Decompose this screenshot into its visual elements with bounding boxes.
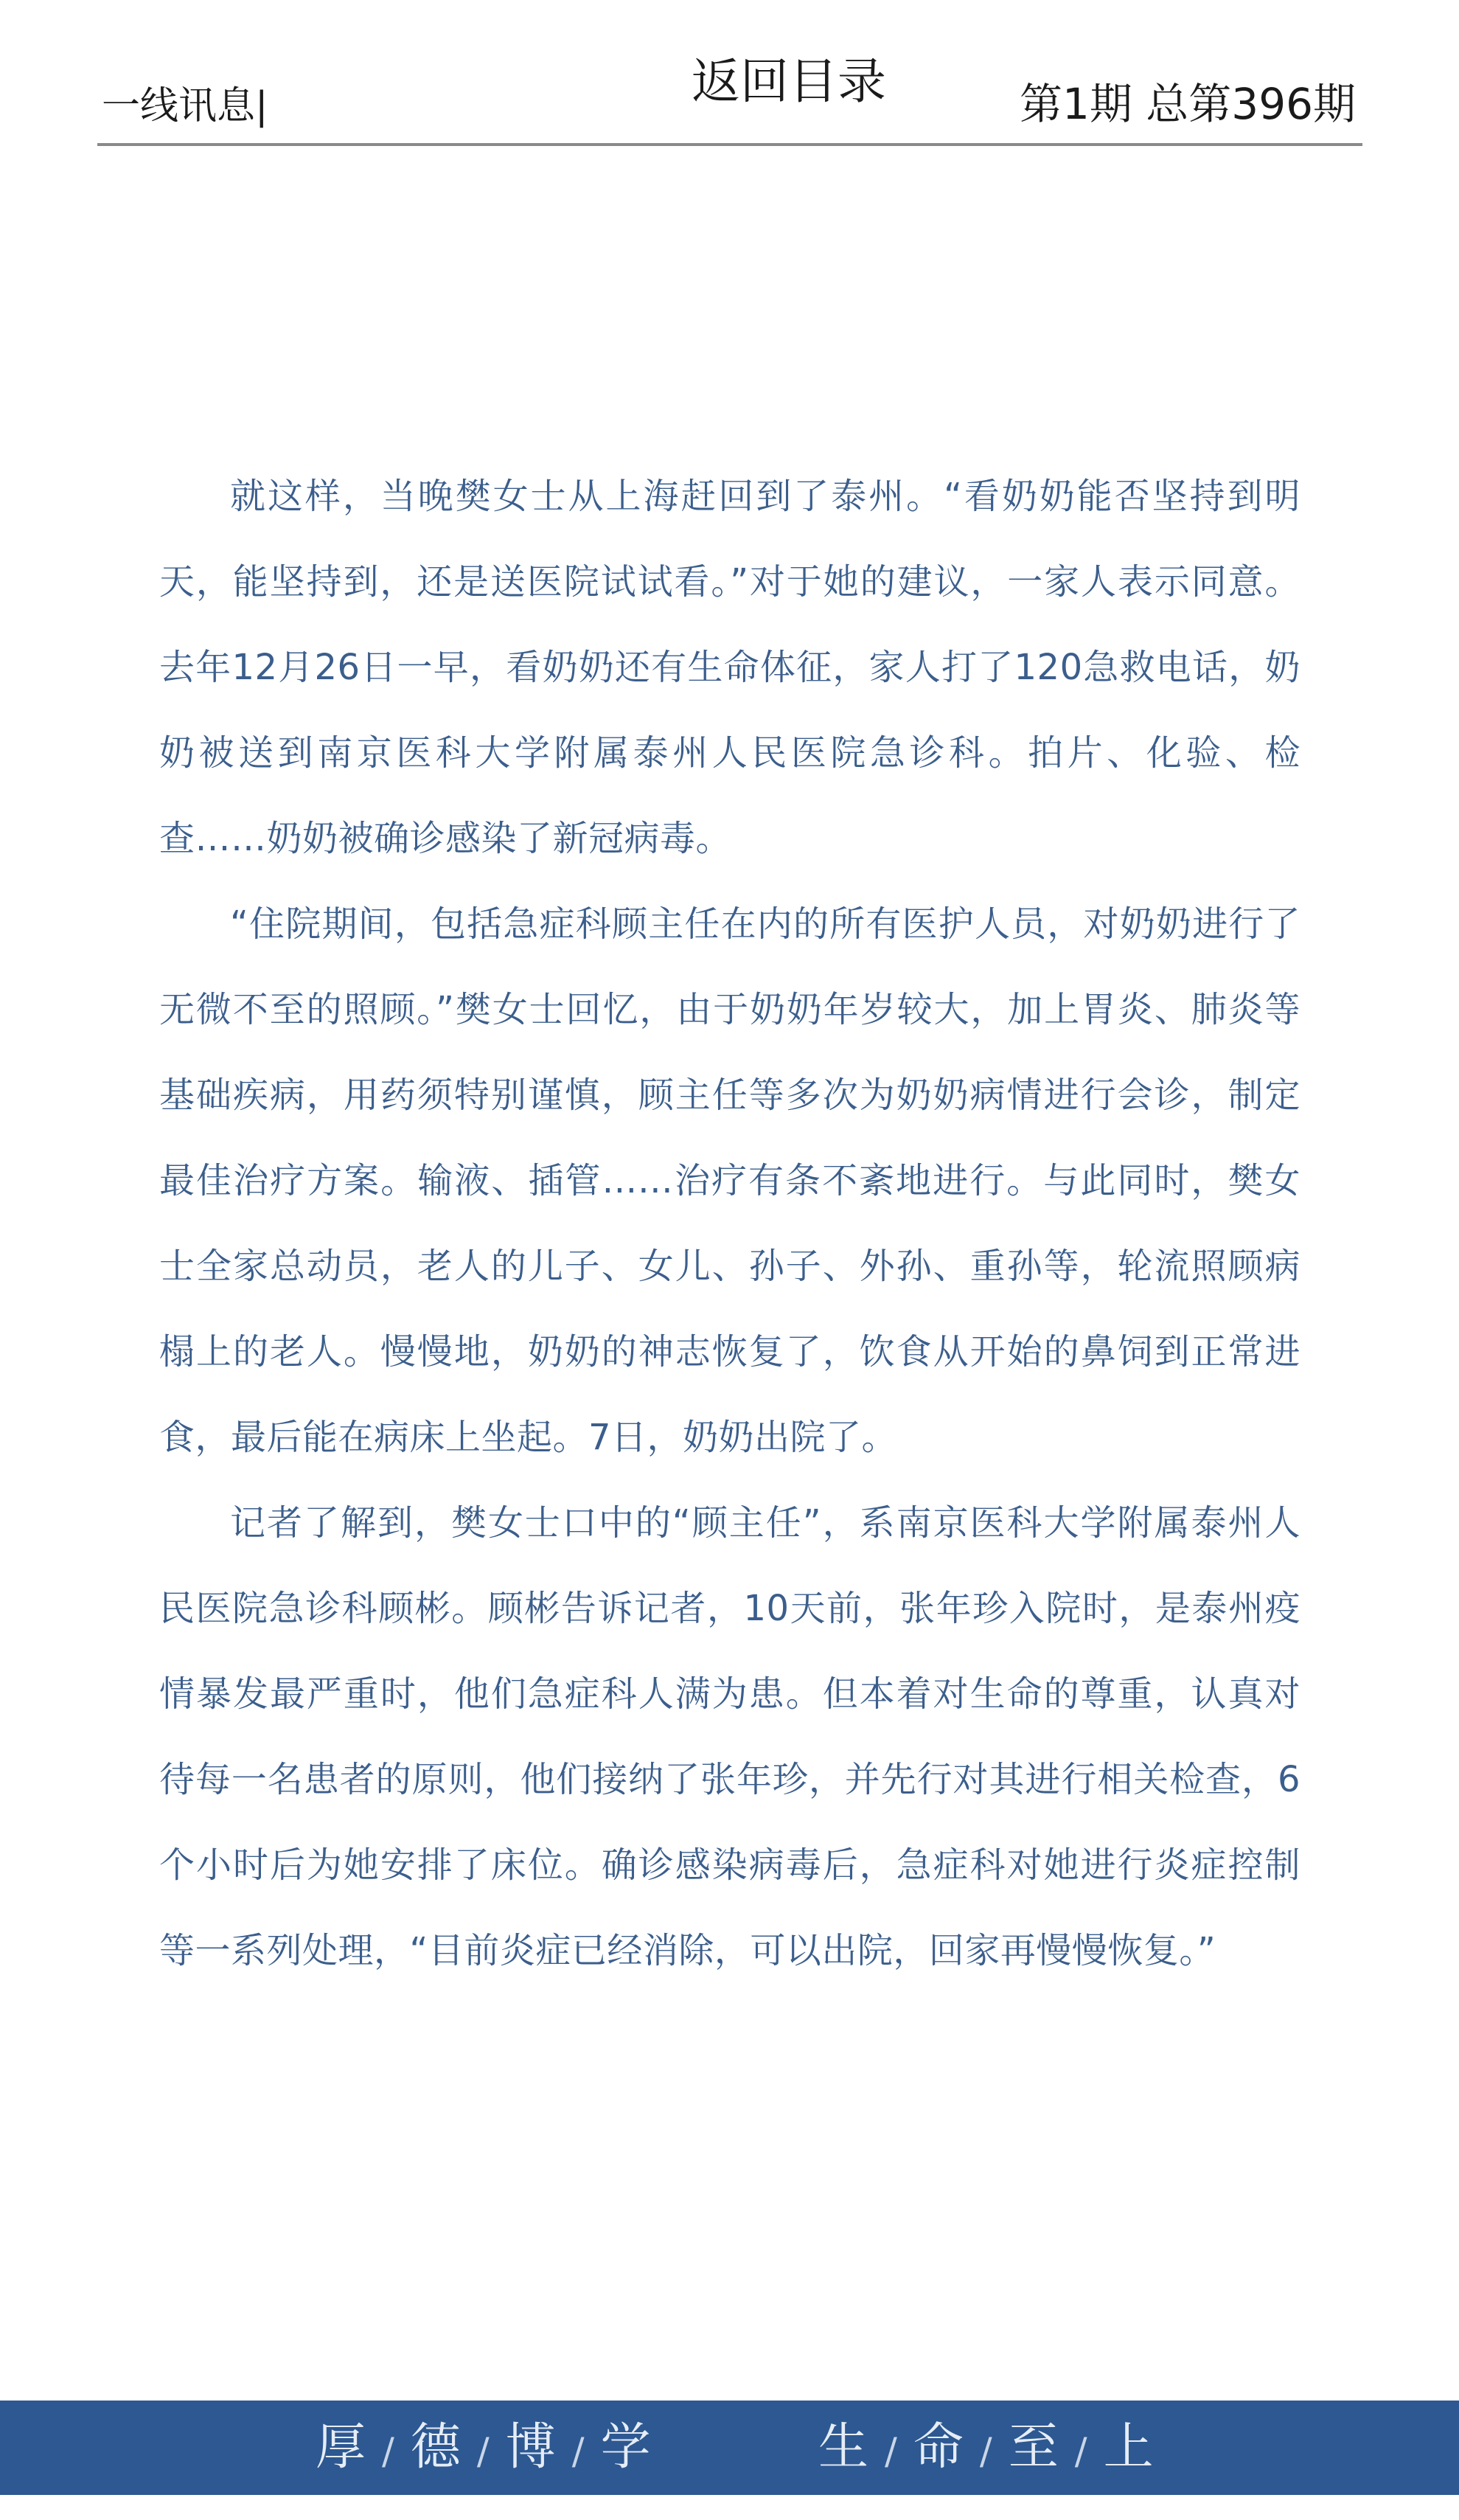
issue-number: 第1期 总第396期 (1019, 79, 1356, 129)
motto-left (316, 2401, 651, 2495)
motto-char: 命 (913, 2418, 964, 2476)
motto-char: 厚 (316, 2418, 366, 2476)
section-label: 一线讯息| (102, 84, 268, 128)
back-to-contents-link[interactable]: 返回目录 (692, 53, 886, 110)
motto-separator: / (571, 2430, 585, 2473)
article-paragraph: “住院期间，包括急症科顾主任在内的所有医护人员，对奶奶进行了无微不至的照顾。”樊女士回忆，由于奶奶年岁较大，加上胃炎、肺炎等基础疾病，用药须特别谨慎，顾主任等多次为奶奶病情进行会诊，制定最佳治疗方案。输液、插管……治疗有条不紊地进行。与此同时，樊女士全家总动员，老人的儿子、女儿、孙子、外孙、重孙等，轮流照顾病榻上的老人。慢慢地，奶奶的神志恢复了，饮食从开始的鼻饲到正常进食，最后能在病床上坐起。7日，奶奶出院了。 (159, 903, 1300, 1458)
article-paragraph: 记者了解到，樊女士口中的“顾主任”，系南京医科大学附属泰州人民医院急诊科顾彬。顾彬告诉记者，10天前，张年珍入院时，是泰州疫情暴发最严重时，他们急症科人满为患。但本着对生命的尊重，认真对待每一名患者的原则，他们接纳了张年珍，并先行对其进行相关检查，6个小时后为她安排了床位。确诊感染病毒后，急症科对她进行炎症控制等一系列处理，“目前炎症已经消除，可以出院，回家再慢慢恢复。” (159, 1502, 1300, 1971)
article-body (159, 454, 1300, 1993)
motto-char: 学 (600, 2418, 651, 2476)
motto-separator: / (382, 2430, 394, 2473)
motto-char: 德 (410, 2418, 461, 2476)
motto-right (818, 2401, 1154, 2495)
motto-separator: / (476, 2430, 490, 2473)
motto-char: 上 (1103, 2418, 1154, 2476)
article-paragraph: 就这样，当晚樊女士从上海赶回到了泰州。“看奶奶能否坚持到明天，能坚持到，还是送医院试试看。”对于她的建议，一家人表示同意。去年12月26日一早，看奶奶还有生命体征，家人打了120急救电话，奶奶被送到南京医科大学附属泰州人民医院急诊科。拍片、化验、检查……奶奶被确诊感染了新冠病毒。 (159, 476, 1300, 859)
motto-separator: / (1074, 2430, 1087, 2473)
motto-char: 生 (818, 2418, 869, 2476)
motto-char: 至 (1008, 2418, 1059, 2476)
motto-separator: / (885, 2430, 897, 2473)
motto-char: 博 (505, 2418, 556, 2476)
header-divider (97, 143, 1362, 146)
footer-banner (0, 2401, 1459, 2495)
motto-separator: / (979, 2430, 992, 2473)
